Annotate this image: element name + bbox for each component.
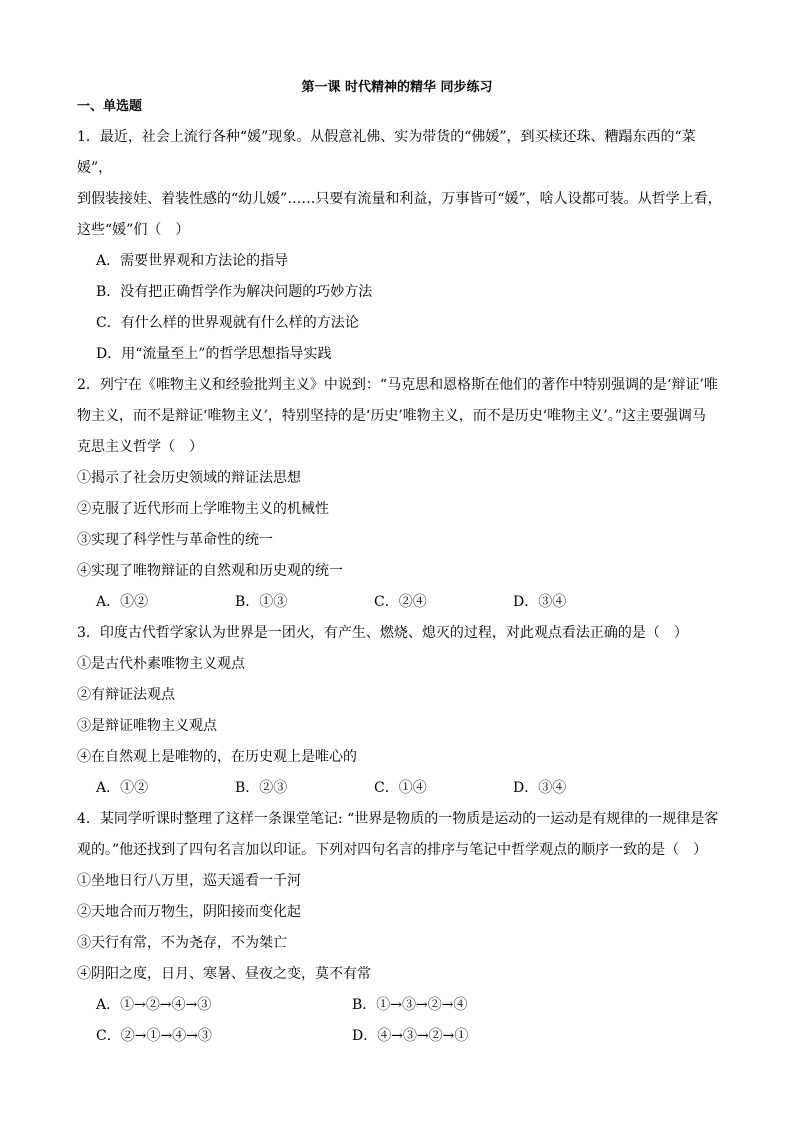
- question-stem-line: 到假装接娃、着装性感的“幼儿媛”……只要有流量和利益，万事皆可“媛”，啥人设都可装。从哲学上看，: [77, 191, 722, 207]
- question-stem-line: 克思主义哲学（ ）: [77, 439, 203, 455]
- answer-option: B．②③: [235, 780, 288, 796]
- question-list: [77, 122, 727, 1052]
- question-stem-line: 3．印度古代哲学家认为世界是一团火，有产生、燃烧、熄灭的过程，对此观点看法正确的是（ ）: [77, 625, 688, 641]
- question-stem-line: 观的。”他还找到了四句名言加以印证。下列对四句名言的排序与笔记中哲学观点的顺序一致的是（ ）: [77, 842, 708, 858]
- answer-option: A．①②: [96, 594, 149, 610]
- statement-item: ①是古代朴素唯物主义观点: [77, 656, 245, 672]
- question-stem-line: 1．最近，社会上流行各种“媛”现象。从假意礼佛、实为带货的“佛媛”，到买椟还珠、糟蹋东西的“菜媛”，: [77, 129, 696, 176]
- question-3: [77, 618, 727, 804]
- answer-option: B．没有把正确哲学作为解决问题的巧妙方法: [96, 284, 373, 300]
- statement-item: ②有辩证法观点: [77, 687, 175, 703]
- answer-option: D．③④: [513, 780, 567, 796]
- question-stem-line: 4．某同学听课时整理了这样一条课堂笔记: “世界是物质的一物质是运动的一运动是有规律的一规律是客: [77, 811, 719, 827]
- statement-item: ③实现了科学性与革命性的统一: [77, 532, 273, 548]
- question-4: [77, 804, 727, 1052]
- section-heading: 一、单选题: [77, 99, 143, 114]
- question-stem-line: 2．列宁在《唯物主义和经验批判主义》中说到：“马克思和恩格斯在他们的著作中特别强调的是‘辩证’唯: [77, 377, 718, 393]
- statement-item: ②天地合而万物生，阴阳接而变化起: [77, 904, 301, 920]
- answer-option: C．有什么样的世界观就有什么样的方法论: [96, 315, 359, 331]
- answer-option: A．①②: [96, 780, 149, 796]
- statement-item: ①坐地日行八万里，巡天遥看一千河: [77, 873, 301, 889]
- statement-item: ④在自然观上是唯物的，在历史观上是唯心的: [77, 749, 357, 765]
- answer-option: A．需要世界观和方法论的指导: [96, 253, 289, 269]
- question-stem-line: 物主义，而不是辩证‘唯物主义’，特别坚持的是‘历史’唯物主义，而不是历史‘唯物主义’。”这主要强调马: [77, 408, 706, 424]
- question-2: [77, 370, 727, 618]
- document-title: 第一课 时代精神的精华 同步练习: [301, 80, 493, 95]
- answer-option: C．①④: [374, 780, 427, 796]
- statement-item: ④阴阳之度，日月、寒暑、昼夜之变，莫不有常: [77, 966, 371, 982]
- statement-item: ③天行有常，不为尧存，不为桀亡: [77, 935, 287, 951]
- statement-item: ②克服了近代形而上学唯物主义的机械性: [77, 501, 329, 517]
- answer-option: C．②④: [374, 594, 427, 610]
- answer-options-row: [77, 773, 727, 804]
- answer-option: D．③④: [513, 594, 567, 610]
- question-stem-line: 这些“媛”们（ ）: [77, 222, 190, 238]
- answer-option: D．用“流量至上”的哲学思想指导实践: [96, 346, 332, 362]
- answer-options-row: [77, 587, 727, 618]
- answer-options-row: [77, 1021, 727, 1052]
- answer-option: A．①→②→④→③: [96, 997, 212, 1013]
- answer-options-row: [77, 990, 727, 1021]
- answer-option: D．④→③→②→①: [352, 1028, 469, 1044]
- answer-option: B．①→③→②→④: [352, 997, 468, 1013]
- statement-item: ④实现了唯物辩证的自然观和历史观的统一: [77, 563, 343, 579]
- statement-item: ③是辩证唯物主义观点: [77, 718, 217, 734]
- statement-item: ①揭示了社会历史领域的辩证法思想: [77, 470, 301, 486]
- answer-option: B．①③: [235, 594, 288, 610]
- answer-option: C．②→①→④→③: [96, 1028, 212, 1044]
- question-1: [77, 122, 727, 370]
